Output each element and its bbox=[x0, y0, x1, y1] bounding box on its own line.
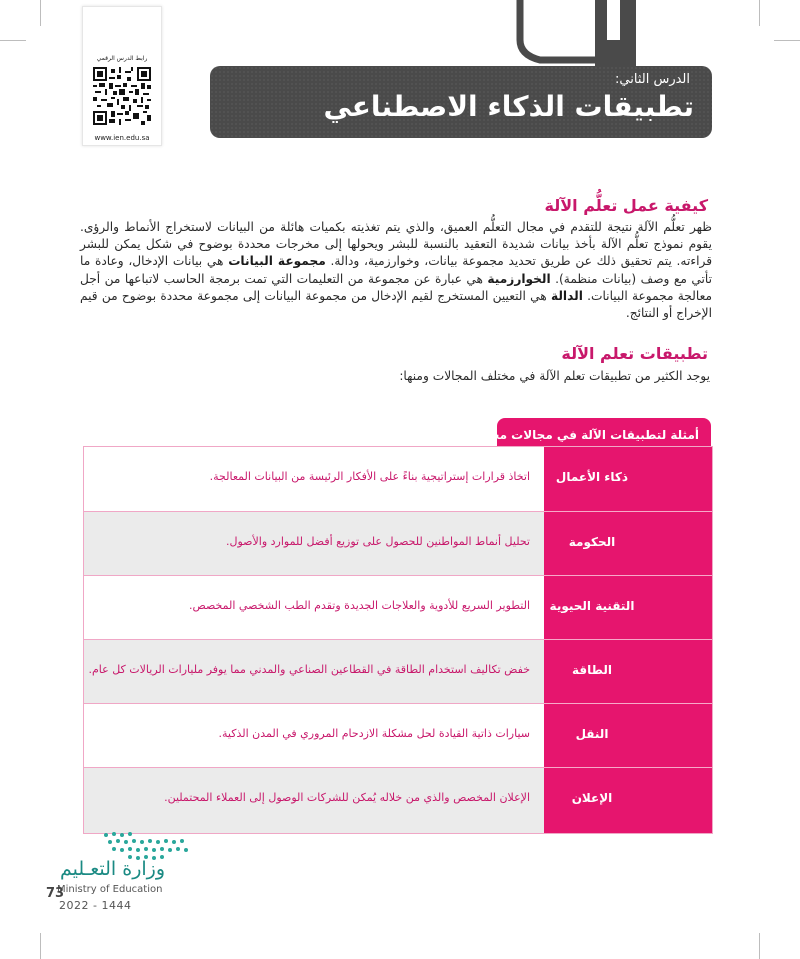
row-field bbox=[544, 767, 712, 833]
term-dataset: مجموعة البيانات bbox=[228, 254, 326, 269]
field-label: الإعلان bbox=[571, 791, 613, 805]
paragraph-text: ظهر تعلُّم الآلة نتيجة للتقدم في مجال التعلُّم العميق، والذي يتم تغذيته بكميات هائلة من البيانات لاستخراج الأنماط والرؤى. يقوم bbox=[80, 220, 712, 252]
row-description bbox=[84, 703, 544, 767]
applications-table bbox=[83, 446, 713, 834]
table-row bbox=[84, 575, 712, 639]
row-description bbox=[84, 447, 544, 511]
crop-mark bbox=[759, 933, 760, 959]
description-text: تحليل أنماط المواطنين للحصول على توزيع أفضل للموارد والأصول. bbox=[226, 535, 530, 548]
field-label: الحكومة bbox=[568, 535, 616, 549]
section-paragraph bbox=[80, 219, 712, 322]
ministry-name-arabic: وزارة التعـليم bbox=[60, 858, 166, 880]
row-field bbox=[544, 639, 712, 703]
paragraph-text: تحقيق ذلك عن طريق تحديد مجموعة بيانات، وخوارزمية، ودالة. bbox=[330, 254, 652, 269]
field-label: التقنية الحيوية bbox=[549, 599, 635, 613]
term-function: الدالة bbox=[550, 288, 583, 303]
qr-code-icon bbox=[93, 67, 151, 125]
paragraph-text: هي بيانات الإدخال، وعادة ما تأتي مع وصف bbox=[80, 254, 713, 286]
section-heading: تطبيقات تعلم الآلة bbox=[561, 344, 708, 363]
section-intro: يوجد الكثير من تطبيقات تعلم الآلة في مختلف المجالات ومنها: bbox=[399, 369, 710, 383]
row-description bbox=[84, 639, 544, 703]
crop-mark bbox=[759, 0, 760, 26]
row-description bbox=[84, 767, 544, 833]
edition-year: 2022 - 1444 bbox=[59, 899, 132, 912]
description-text: التطوير السريع للأدوية والعلاجات الجديدة وتقدم الطب الشخصي المخصص. bbox=[189, 599, 530, 612]
paragraph-text: نموذج تعلُّم الآلة بأخذ بيانات شديدة التعقيد بالنسبة للبشر ويحولها إلى مخرجات محددة بوضوح في شكل يمكن للبشر قراءته. يتم bbox=[80, 237, 713, 269]
crop-mark bbox=[774, 40, 800, 41]
row-field bbox=[544, 447, 712, 511]
paragraph-text: البيانات. bbox=[587, 288, 628, 303]
qr-card[interactable] bbox=[82, 6, 162, 146]
lesson-banner bbox=[210, 66, 712, 138]
crop-mark bbox=[40, 0, 41, 26]
table-row bbox=[84, 447, 712, 511]
row-field bbox=[544, 575, 712, 639]
table-row bbox=[84, 511, 712, 575]
paragraph-text: هي عبارة عن مجموعة من التعليمات التي تمت برمجة الحاسب لاتباعها من أجل معالجة مجموعة bbox=[80, 271, 712, 303]
description-text: الإعلان المخصص والذي من خلاله يُمكن للشركات الوصول إلى العملاء المحتملين. bbox=[164, 791, 530, 804]
table-title: أمثلة لتطبيقات الآلة في مجالات مختلفة bbox=[497, 418, 711, 452]
crop-mark bbox=[40, 933, 41, 959]
row-field bbox=[544, 703, 712, 767]
term-algorithm: الخوارزمية bbox=[487, 271, 551, 286]
paragraph-text: (بيانات منظمة). bbox=[555, 271, 637, 286]
paragraph-text: هي التعيين المستخرج لقيم الإدخال من مجموعة البيانات إلى مجموعة محددة بوضوح من قيم الإخراج أو النتائج. bbox=[80, 288, 712, 321]
field-label: ذكاء الأعمال bbox=[555, 470, 629, 484]
page-number: 73 bbox=[46, 886, 65, 901]
field-label: النقل bbox=[575, 727, 609, 741]
table-row bbox=[84, 703, 712, 767]
table-row bbox=[84, 639, 712, 703]
banner-hanger bbox=[510, 0, 650, 75]
description-text: سيارات ذاتية القيادة لحل مشكلة الازدحام المروري في المدن الذكية. bbox=[218, 727, 530, 740]
lesson-title: تطبيقات الذكاء الاصطناعي bbox=[323, 90, 694, 123]
qr-label: رابط الدرس الرقمي bbox=[96, 55, 148, 62]
row-description bbox=[84, 575, 544, 639]
qr-url[interactable]: www.ien.edu.sa bbox=[94, 134, 150, 142]
section-heading: كيفية عمل تعلُّم الآلة bbox=[544, 196, 708, 215]
description-text: اتخاذ قرارات إستراتيجية بناءً على الأفكار الرئيسة من البيانات المعالجة. bbox=[209, 470, 530, 483]
lesson-label: الدرس الثاني: bbox=[615, 72, 690, 87]
row-description bbox=[84, 511, 544, 575]
ministry-name-english: Ministry of Education bbox=[57, 884, 163, 895]
crop-mark bbox=[0, 40, 26, 41]
description-text: خفض تكاليف استخدام الطاقة في القطاعين الصناعي والمدني مما يوفر مليارات الريالات كل عام. bbox=[88, 663, 530, 676]
table-row bbox=[84, 767, 712, 833]
row-field bbox=[544, 511, 712, 575]
field-label: الطاقة bbox=[572, 663, 612, 677]
